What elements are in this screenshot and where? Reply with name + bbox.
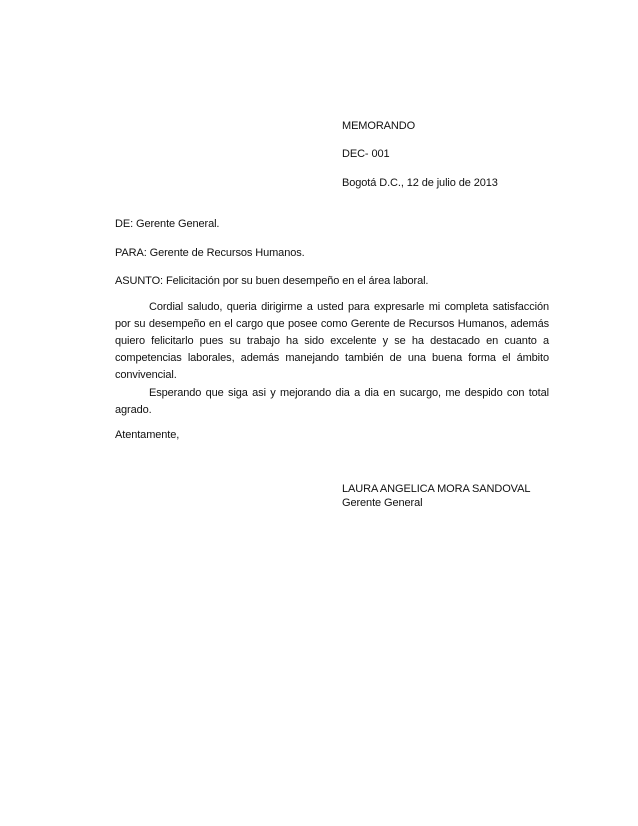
memo-place-date: Bogotá D.C., 12 de julio de 2013 <box>342 177 498 189</box>
closing-line: Atentamente, <box>115 429 180 441</box>
from-line: DE: Gerente General. <box>115 218 220 230</box>
signature-role: Gerente General <box>342 497 423 509</box>
signature-name: LAURA ANGELICA MORA SANDOVAL <box>342 483 531 495</box>
body-paragraph-1: Cordial saludo, queria dirigirme a usted para expresarle mi completa satisfacción por su desempeño en el cargo que posee como Gerente de Recursos Humanos, además quiero felicitarlo pues su trabajo ha sido excelente y se ha destacado en cuanto a competencias laborales, además manejando también de una buena forma el ámbito convivencial. <box>115 301 549 381</box>
memo-code: DEC- 001 <box>342 148 390 160</box>
subject-line: ASUNTO: Felicitación por su buen desempeño en el área laboral. <box>115 275 429 287</box>
body-paragraph-2: Esperando que siga asi y mejorando dia a dia en sucargo, me despido con total agrado. <box>115 387 549 416</box>
memo-title: MEMORANDO <box>342 120 416 132</box>
to-line: PARA: Gerente de Recursos Humanos. <box>115 247 305 259</box>
